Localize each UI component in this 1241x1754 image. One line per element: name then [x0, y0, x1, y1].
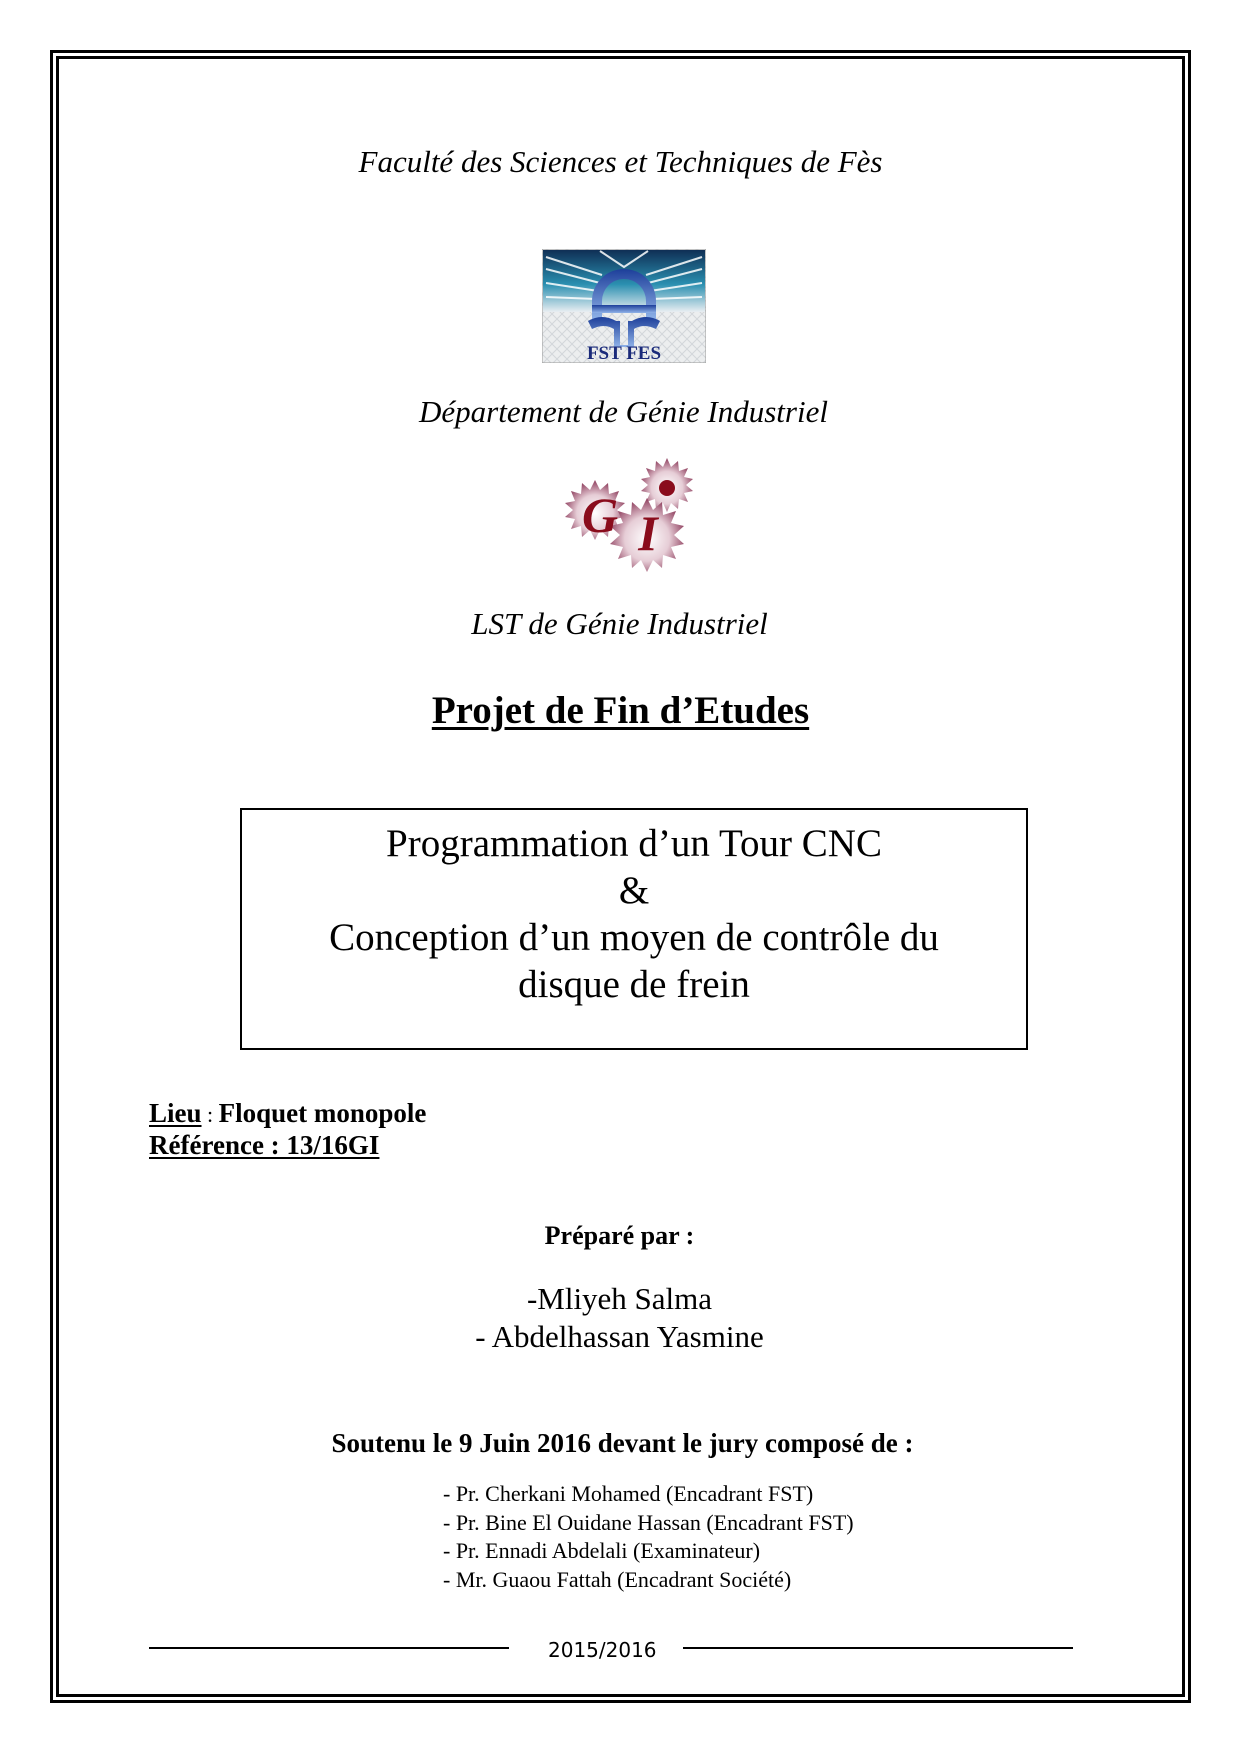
lieu-value: Floquet monopole — [218, 1098, 427, 1128]
gi-logo — [550, 450, 710, 590]
jury-member: - Mr. Guaou Fattah (Encadrant Société) — [443, 1566, 792, 1592]
topic-line-4: disque de frein — [518, 963, 750, 1006]
academic-year: 2015/2016 — [548, 1638, 657, 1662]
student-name-2: - Abdelhassan Yasmine — [475, 1319, 764, 1354]
jury-heading: Soutenu le 9 Juin 2016 devant le jury composé de : — [331, 1428, 914, 1458]
jury-member: - Pr. Bine El Ouidane Hassan (Encadrant FST) — [443, 1509, 854, 1535]
gear-logo-icon — [550, 450, 710, 590]
reference-line — [149, 1129, 379, 1161]
department-name: Département de Génie Industriel — [419, 394, 828, 429]
lieu-line — [149, 1097, 426, 1131]
page-title: Projet de Fin d’Etudes — [431, 689, 810, 732]
fst-fes-logo — [542, 249, 706, 363]
jury-list — [443, 1480, 854, 1594]
topic-box — [240, 808, 1028, 1050]
jury-member: - Pr. Ennadi Abdelali (Examinateur) — [443, 1538, 761, 1563]
svg-text:G: G — [581, 487, 619, 543]
footer-rule-left — [149, 1647, 509, 1649]
faculty-name: Faculté des Sciences et Techniques de Fès — [358, 144, 883, 179]
topic-line-2: & — [618, 869, 650, 912]
topic-line-3: Conception d’un moyen de contrôle du — [329, 916, 939, 959]
jury-member: - Pr. Cherkani Mohamed (Encadrant FST) — [443, 1481, 814, 1506]
program-name: LST de Génie Industriel — [471, 606, 768, 641]
svg-text:FST FES: FST FES — [586, 343, 662, 363]
reference-value: Référence : 13/16GI — [149, 1130, 380, 1160]
footer-rule-right — [683, 1647, 1073, 1649]
fst-emblem-icon — [542, 249, 706, 363]
lieu-label: Lieu — [149, 1098, 202, 1128]
svg-text:I: I — [638, 505, 658, 561]
prepared-by-label: Préparé par : — [544, 1221, 695, 1250]
topic-line-1: Programmation d’un Tour CNC — [386, 822, 882, 865]
student-name-1: -Mliyeh Salma — [526, 1281, 713, 1316]
lieu-separator: : — [201, 1102, 219, 1127]
